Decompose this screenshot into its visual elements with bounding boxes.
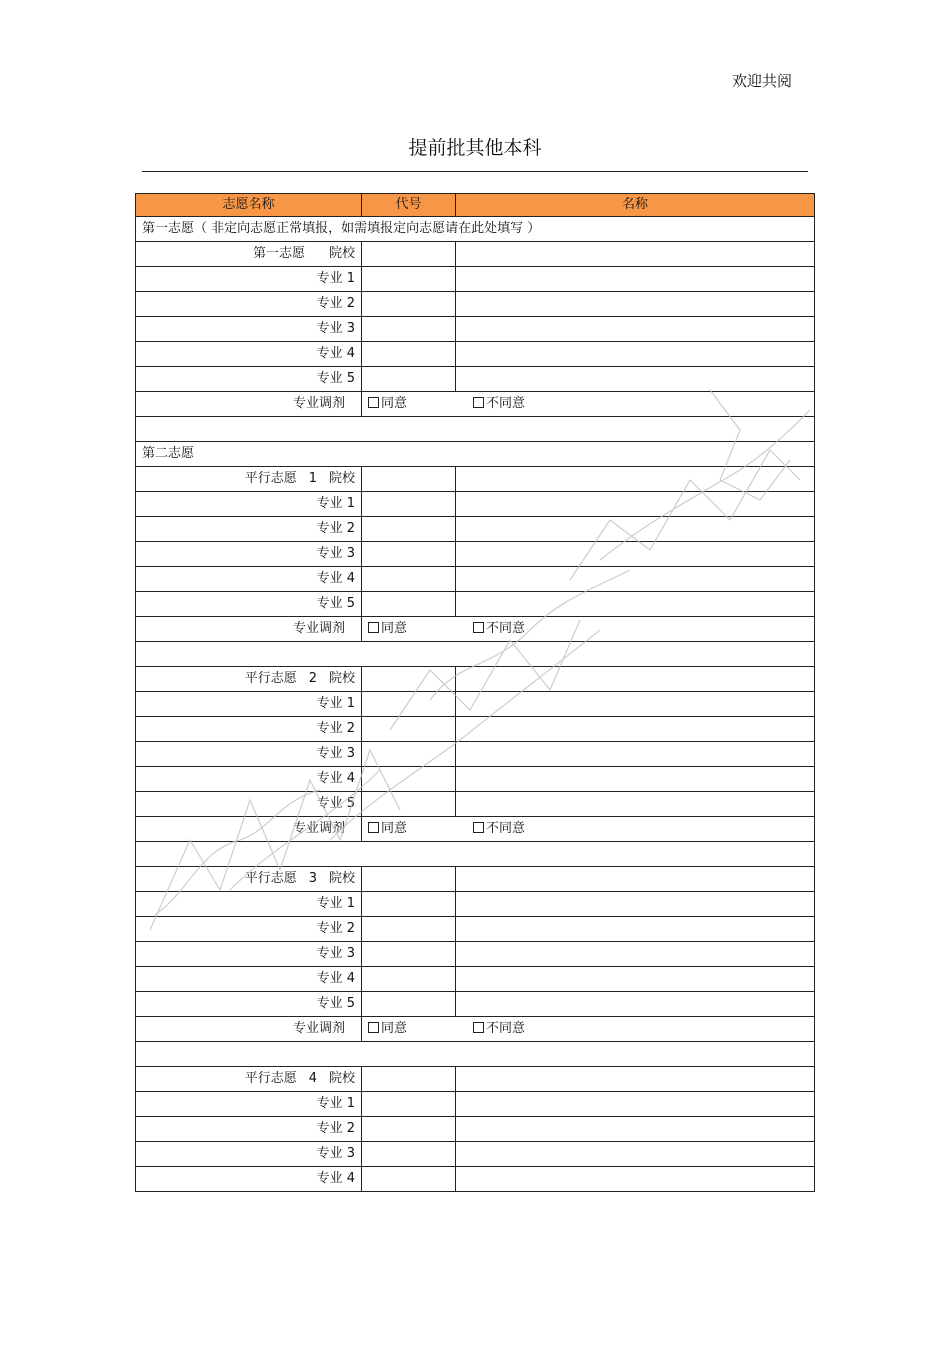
parallel-choice-school-label bbox=[136, 667, 362, 692]
major-code-cell[interactable] bbox=[362, 917, 456, 942]
adjustment-row bbox=[136, 817, 815, 842]
major-code-cell[interactable] bbox=[362, 492, 456, 517]
disagree-checkbox[interactable] bbox=[473, 1022, 484, 1033]
major-name-cell[interactable] bbox=[456, 742, 815, 767]
spacer-row bbox=[136, 642, 815, 667]
major-code-cell[interactable] bbox=[362, 1117, 456, 1142]
school-name-cell[interactable] bbox=[456, 667, 815, 692]
school-code-cell[interactable] bbox=[362, 1067, 456, 1092]
major-label: 专业 4 bbox=[136, 967, 362, 992]
major-name-cell[interactable] bbox=[456, 492, 815, 517]
school-name-cell[interactable] bbox=[456, 1067, 815, 1092]
major-code-cell[interactable] bbox=[362, 517, 456, 542]
major-row bbox=[136, 1117, 815, 1142]
parallel-choice-number: 2 bbox=[308, 671, 317, 686]
parallel-choice-school-row bbox=[136, 1067, 815, 1092]
parallel-choice-school-label bbox=[136, 867, 362, 892]
school-name-cell[interactable] bbox=[456, 867, 815, 892]
major-row bbox=[136, 892, 815, 917]
adjustment-options bbox=[362, 1017, 815, 1042]
adjustment-options bbox=[362, 617, 815, 642]
major-label: 专业 2 bbox=[136, 1117, 362, 1142]
major-row bbox=[136, 692, 815, 717]
major-row bbox=[136, 292, 815, 317]
table-header-row bbox=[136, 194, 815, 217]
major-code-cell[interactable] bbox=[362, 717, 456, 742]
major-label: 专业 2 bbox=[136, 292, 362, 317]
disagree-option[interactable] bbox=[473, 817, 525, 841]
disagree-checkbox[interactable] bbox=[473, 822, 484, 833]
school-code-cell[interactable] bbox=[362, 867, 456, 892]
major-code-cell[interactable] bbox=[362, 992, 456, 1017]
page-title: 提前批其他本科 bbox=[408, 137, 542, 159]
major-code-cell[interactable] bbox=[362, 1167, 456, 1192]
major-name-cell[interactable] bbox=[456, 1142, 815, 1167]
school-code-cell[interactable] bbox=[362, 667, 456, 692]
spacer-cell bbox=[136, 842, 815, 867]
parallel-choice-school-row bbox=[136, 867, 815, 892]
major-label: 专业 5 bbox=[136, 792, 362, 817]
major-label: 专业 3 bbox=[136, 742, 362, 767]
adjustment-row bbox=[136, 617, 815, 642]
major-label: 专业 5 bbox=[136, 592, 362, 617]
first-choice-heading: 第一志愿（ 非定向志愿正常填报，如需填报定向志愿请在此处填写 ） bbox=[136, 217, 815, 242]
agree-label: 同意 bbox=[381, 1021, 408, 1036]
major-code-cell[interactable] bbox=[362, 942, 456, 967]
disagree-option[interactable] bbox=[473, 392, 525, 416]
school-name-cell[interactable] bbox=[456, 467, 815, 492]
major-label: 专业 2 bbox=[136, 517, 362, 542]
major-name-cell[interactable] bbox=[456, 717, 815, 742]
major-row bbox=[136, 967, 815, 992]
major-row bbox=[136, 792, 815, 817]
column-header-choice-name: 志愿名称 bbox=[136, 194, 362, 217]
column-header-code: 代号 bbox=[362, 194, 456, 217]
major-name-cell[interactable] bbox=[456, 567, 815, 592]
adjustment-label: 专业调剂 bbox=[136, 392, 362, 417]
agree-checkbox[interactable] bbox=[368, 822, 379, 833]
major-code-cell[interactable] bbox=[362, 317, 456, 342]
major-row bbox=[136, 1167, 815, 1192]
spacer-row bbox=[136, 842, 815, 867]
major-code-cell[interactable] bbox=[362, 342, 456, 367]
major-row bbox=[136, 1092, 815, 1117]
major-label: 专业 1 bbox=[136, 892, 362, 917]
major-label: 专业 5 bbox=[136, 992, 362, 1017]
major-code-cell[interactable] bbox=[362, 367, 456, 392]
parallel-choice-label: 平行志愿 bbox=[244, 471, 297, 486]
disagree-checkbox[interactable] bbox=[473, 397, 484, 408]
disagree-option[interactable] bbox=[473, 617, 525, 641]
agree-checkbox[interactable] bbox=[368, 1022, 379, 1033]
agree-label: 同意 bbox=[381, 621, 408, 636]
major-name-cell[interactable] bbox=[456, 992, 815, 1017]
major-name-cell[interactable] bbox=[456, 792, 815, 817]
major-label: 专业 3 bbox=[136, 1142, 362, 1167]
school-suffix: 院校 bbox=[328, 671, 355, 686]
major-label: 专业 1 bbox=[136, 492, 362, 517]
major-code-cell[interactable] bbox=[362, 292, 456, 317]
major-label: 专业 4 bbox=[136, 767, 362, 792]
major-row bbox=[136, 767, 815, 792]
adjustment-options bbox=[362, 392, 815, 417]
major-name-cell[interactable] bbox=[456, 267, 815, 292]
major-row bbox=[136, 542, 815, 567]
adjustment-row bbox=[136, 1017, 815, 1042]
major-name-cell[interactable] bbox=[456, 542, 815, 567]
spacer-row bbox=[136, 1042, 815, 1067]
agree-option[interactable] bbox=[368, 1017, 407, 1041]
school-code-cell[interactable] bbox=[362, 467, 456, 492]
disagree-checkbox[interactable] bbox=[473, 622, 484, 633]
agree-option[interactable] bbox=[368, 392, 407, 416]
major-row bbox=[136, 992, 815, 1017]
agree-label: 同意 bbox=[381, 821, 408, 836]
major-name-cell[interactable] bbox=[456, 892, 815, 917]
parallel-choice-number: 3 bbox=[308, 871, 317, 886]
header-note: 欢迎共阅 bbox=[732, 72, 793, 90]
school-suffix: 院校 bbox=[328, 1071, 355, 1086]
second-choice-heading-row bbox=[136, 442, 815, 467]
major-label: 专业 3 bbox=[136, 942, 362, 967]
school-suffix: 院校 bbox=[328, 471, 355, 486]
agree-checkbox[interactable] bbox=[368, 622, 379, 633]
major-code-cell[interactable] bbox=[362, 592, 456, 617]
major-label: 专业 2 bbox=[136, 917, 362, 942]
parallel-choice-label: 平行志愿 bbox=[244, 671, 297, 686]
parallel-choice-label: 平行志愿 bbox=[244, 871, 297, 886]
major-label: 专业 3 bbox=[136, 317, 362, 342]
major-row bbox=[136, 317, 815, 342]
column-header-name: 名称 bbox=[456, 194, 815, 217]
school-suffix: 院校 bbox=[328, 871, 355, 886]
major-name-cell[interactable] bbox=[456, 517, 815, 542]
major-name-cell[interactable] bbox=[456, 942, 815, 967]
major-row bbox=[136, 917, 815, 942]
major-code-cell[interactable] bbox=[362, 1092, 456, 1117]
first-choice-heading-row bbox=[136, 217, 815, 242]
major-row bbox=[136, 717, 815, 742]
major-label: 专业 1 bbox=[136, 1092, 362, 1117]
disagree-label: 不同意 bbox=[486, 396, 526, 411]
major-code-cell[interactable] bbox=[362, 267, 456, 292]
major-name-cell[interactable] bbox=[456, 692, 815, 717]
major-code-cell[interactable] bbox=[362, 767, 456, 792]
title-divider bbox=[142, 171, 808, 172]
major-row bbox=[136, 592, 815, 617]
major-name-cell[interactable] bbox=[456, 967, 815, 992]
adjustment-label: 专业调剂 bbox=[136, 617, 362, 642]
major-label: 专业 4 bbox=[136, 342, 362, 367]
first-choice-school-row bbox=[136, 242, 815, 267]
major-label: 专业 1 bbox=[136, 267, 362, 292]
disagree-label: 不同意 bbox=[486, 1021, 526, 1036]
spacer-cell bbox=[136, 642, 815, 667]
parallel-choice-label: 平行志愿 bbox=[244, 1071, 297, 1086]
adjustment-row bbox=[136, 392, 815, 417]
major-code-cell[interactable] bbox=[362, 967, 456, 992]
agree-label: 同意 bbox=[381, 396, 408, 411]
major-label: 专业 4 bbox=[136, 567, 362, 592]
agree-option[interactable] bbox=[368, 817, 407, 841]
adjustment-label: 专业调剂 bbox=[136, 1017, 362, 1042]
major-name-cell[interactable] bbox=[456, 342, 815, 367]
disagree-label: 不同意 bbox=[486, 621, 526, 636]
major-row bbox=[136, 742, 815, 767]
major-row bbox=[136, 517, 815, 542]
parallel-choice-school-row bbox=[136, 467, 815, 492]
adjustment-options bbox=[362, 817, 815, 842]
parallel-choice-school-label bbox=[136, 1067, 362, 1092]
disagree-label: 不同意 bbox=[486, 821, 526, 836]
major-name-cell[interactable] bbox=[456, 1167, 815, 1192]
second-choice-heading: 第二志愿 bbox=[136, 442, 815, 467]
school-code-cell[interactable] bbox=[362, 242, 456, 267]
major-code-cell[interactable] bbox=[362, 567, 456, 592]
parallel-choice-number: 4 bbox=[308, 1071, 317, 1086]
parallel-choice-number: 1 bbox=[308, 471, 317, 486]
major-name-cell[interactable] bbox=[456, 317, 815, 342]
major-code-cell[interactable] bbox=[362, 692, 456, 717]
agree-checkbox[interactable] bbox=[368, 397, 379, 408]
major-name-cell[interactable] bbox=[456, 917, 815, 942]
major-label: 专业 1 bbox=[136, 692, 362, 717]
disagree-option[interactable] bbox=[473, 1017, 525, 1041]
major-name-cell[interactable] bbox=[456, 292, 815, 317]
major-name-cell[interactable] bbox=[456, 767, 815, 792]
major-row bbox=[136, 567, 815, 592]
major-name-cell[interactable] bbox=[456, 1117, 815, 1142]
major-label: 专业 5 bbox=[136, 367, 362, 392]
application-form-table bbox=[135, 193, 815, 1192]
major-row bbox=[136, 367, 815, 392]
major-code-cell[interactable] bbox=[362, 1142, 456, 1167]
spacer-row bbox=[136, 417, 815, 442]
major-row bbox=[136, 1142, 815, 1167]
adjustment-label: 专业调剂 bbox=[136, 817, 362, 842]
spacer-cell bbox=[136, 417, 815, 442]
first-choice-school-label: 第一志愿 院校 bbox=[136, 242, 362, 267]
major-code-cell[interactable] bbox=[362, 542, 456, 567]
major-row bbox=[136, 492, 815, 517]
major-code-cell[interactable] bbox=[362, 742, 456, 767]
major-row bbox=[136, 267, 815, 292]
spacer-cell bbox=[136, 1042, 815, 1067]
major-label: 专业 4 bbox=[136, 1167, 362, 1192]
major-row bbox=[136, 942, 815, 967]
major-name-cell[interactable] bbox=[456, 592, 815, 617]
parallel-choice-school-label bbox=[136, 467, 362, 492]
agree-option[interactable] bbox=[368, 617, 407, 641]
parallel-choice-school-row bbox=[136, 667, 815, 692]
major-code-cell[interactable] bbox=[362, 792, 456, 817]
major-label: 专业 3 bbox=[136, 542, 362, 567]
school-name-cell[interactable] bbox=[456, 242, 815, 267]
major-name-cell[interactable] bbox=[456, 1092, 815, 1117]
major-name-cell[interactable] bbox=[456, 367, 815, 392]
major-row bbox=[136, 342, 815, 367]
major-code-cell[interactable] bbox=[362, 892, 456, 917]
major-label: 专业 2 bbox=[136, 717, 362, 742]
